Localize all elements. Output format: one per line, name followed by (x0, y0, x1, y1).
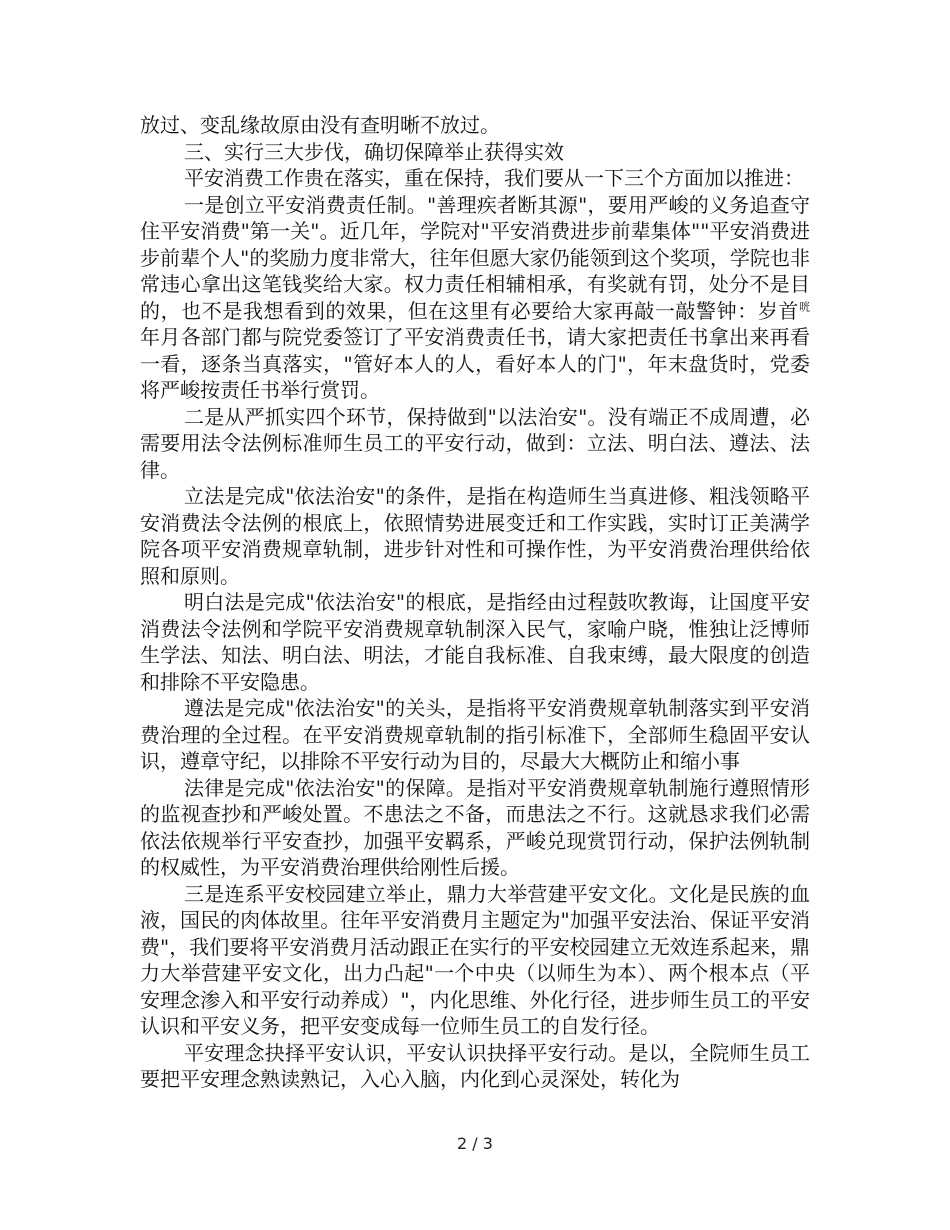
paragraph-obeying-law: 遵法是完成"依法治安"的关头，是指将平安消费规章轨制落实到平安消费治理的全过程。在平安消费规章轨制的指引标准下，全部师生稳固平安认识，遵章守纪，以排除不平安行动为目的，尽最大大概防止和缩小事 (140, 696, 810, 773)
paragraph-point-one-text: 一是创立平安消费责任制。"善理疾者断其源"，要用严峻的义务追查守住平安消费"第一关"。近几年，学院对"平安消费进步前辈集体""平安消费进步前辈个人"的奖励力度非常大，往年但愿大家仍能领到这个奖项，学院也非常违心拿出这笔钱奖给大家。权力责任相辅相承，有奖就有罚，处分不是目的，也不是我想看到的效果，但在这里有必要给大家再敲一敲警钟：岁首 (140, 192, 810, 323)
section-heading: 三、实行三大步伐，确切保障举止获得实效 (184, 139, 564, 164)
superscript-char: 咣 (799, 299, 810, 313)
paragraph-understanding-law: 明白法是完成"依法治安"的根底，是指经由过程鼓吹教诲，让国度平安消费法令法例和学院平安消费规章轨制深入民气，家喻户晓，惟独让泛博师生学法、知法、明白法、明法，才能自我标准、自我束缚，最大限度的创造和排除不平安隐患。 (140, 590, 810, 694)
paragraph-safety-concept: 平安理念抉择平安认识，平安认识抉择平安行动。是以，全院师生员工要把平安理念熟读熟记，入心入脑，内化到心灵深处，转化为 (140, 1040, 810, 1091)
paragraph-point-three: 三是连系平安校园建立举止，鼎力大举营建平安文化。文化是民族的血液，国民的肉体故里。往年平安消费月主题定为"加强平安法治、保证平安消费"，我们要将平安消费月活动跟正在实行的平安校园建立无效连系起来，鼎力大举营建平安文化，出力凸起"一个中央（以师生为本）、两个根本点（平安理念渗入和平安行动养成）"，内化思维、外化行径，进步师生员工的平安认识和平安义务，把平安变成每一位师生员工的自发行径。 (140, 881, 810, 1038)
paragraph-intro: 平安消费工作贵在落实，重在保持，我们要从一下三个方面加以推进： (184, 166, 804, 190)
paragraph-legislation: 立法是完成"依法治安"的条件，是指在构造师生当真进修、粗浅领略平安消费法令法例的根底上，依照情势进展变迁和工作实践，实时订正美满学院各项平安消费规章轨制，进步针对性和可操作性，为平安消费治理供给依照和原则。 (140, 484, 810, 588)
document-body (140, 112, 810, 1093)
page-indicator: 2 / 3 (457, 1134, 493, 1153)
paragraph-point-two: 二是从严抓实四个环节，保持做到"以法治安"。没有端正不成周遭，必需要用法令法例标准师生员工的平安行动，做到：立法、明白法、遵法、法律。 (140, 404, 810, 482)
paragraph-point-one (140, 192, 810, 404)
paragraph-point-one-text-after: 年月各部门都与院党委签订了平安消费责任书，请大家把责任书拿出来再看一看，逐条当真落实，"管好本人的人，看好本人的门"，年末盘货时，党委将严峻按责任书举行赏罚。 (140, 325, 810, 402)
paragraph-1: 放过、变乱缘故原由没有查明晰不放过。 (140, 113, 500, 137)
paragraph-enforcement: 法律是完成"依法治安"的保障。是指对平安消费规章轨制施行遵照情形的监视查抄和严峻处置。不患法之不备，而患法之不行。这就恳求我们必需依法依规举行平安查抄，加强平安羁系，严峻兑现赏罚行动，保护法例轨制的权威性，为平安消费治理供给刚性后援。 (140, 775, 810, 879)
